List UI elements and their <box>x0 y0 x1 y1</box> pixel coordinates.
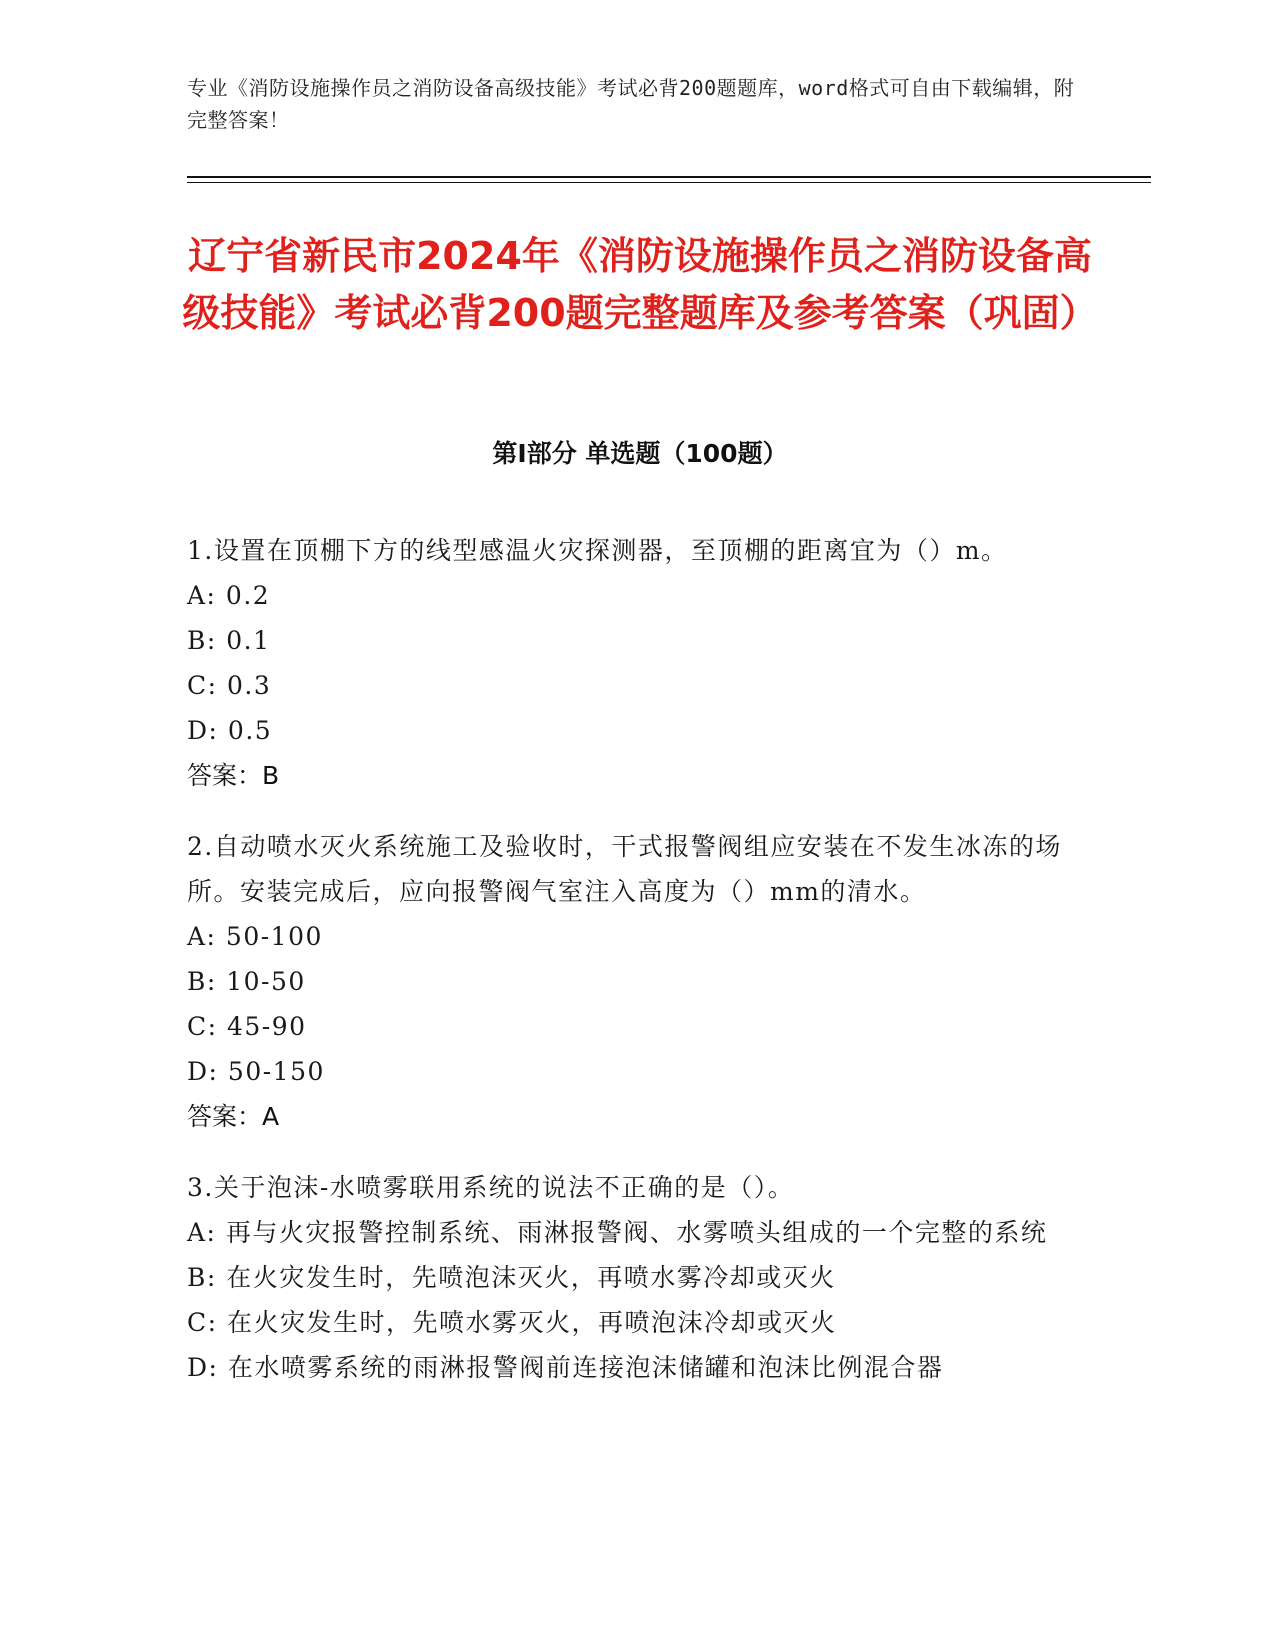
question-stem: 2.自动喷水灭火系统施工及验收时，干式报警阀组应安装在不发生冰冻的场所。安装完成后，应向报警阀气室注入高度为（）mm的清水。 <box>187 832 1062 906</box>
option-c: C: 在火灾发生时，先喷水雾灭火，再喷泡沫冷却或灭火 <box>187 1308 837 1337</box>
header-note: 专业《消防设施操作员之消防设备高级技能》考试必背200题题库，word格式可自由下载编辑，附完整答案！ <box>187 76 1075 132</box>
option-c: C: 45-90 <box>187 1012 307 1041</box>
option-b: B: 0.1 <box>187 626 271 655</box>
answer-label: 答案：B <box>187 761 280 790</box>
question-stem: 1.设置在顶棚下方的线型感温火灾探测器，至顶棚的距离宜为（）m。 <box>187 536 1008 565</box>
question-stem: 3.关于泡沫-水喷雾联用系统的说法不正确的是（）。 <box>187 1173 795 1202</box>
question-2 <box>187 824 1067 1139</box>
answer-label: 答案：A <box>187 1102 280 1131</box>
option-a: A: 50-100 <box>187 922 323 951</box>
document-title: 辽宁省新民市2024年《消防设施操作员之消防设备高级技能》考试必背200题完整题库及参考答案（巩固） <box>182 234 1098 335</box>
option-a: A: 0.2 <box>187 581 271 610</box>
option-d: D: 0.5 <box>187 716 273 745</box>
question-1 <box>187 528 1067 798</box>
section-title: 第I部分 单选题（100题） <box>492 439 788 468</box>
option-a: A: 再与火灾报警控制系统、雨淋报警阀、水雾喷头组成的一个完整的系统 <box>187 1218 1048 1247</box>
option-d: D: 在水喷雾系统的雨淋报警阀前连接泡沫储罐和泡沫比例混合器 <box>187 1353 944 1382</box>
question-list <box>187 528 1067 1416</box>
header-divider-thick <box>187 176 1151 178</box>
header-divider-thin <box>187 182 1151 183</box>
question-3 <box>187 1165 1067 1390</box>
option-d: D: 50-150 <box>187 1057 325 1086</box>
option-b: B: 在火灾发生时，先喷泡沫灭火，再喷水雾冷却或灭火 <box>187 1263 836 1292</box>
option-c: C: 0.3 <box>187 671 272 700</box>
option-b: B: 10-50 <box>187 967 306 996</box>
